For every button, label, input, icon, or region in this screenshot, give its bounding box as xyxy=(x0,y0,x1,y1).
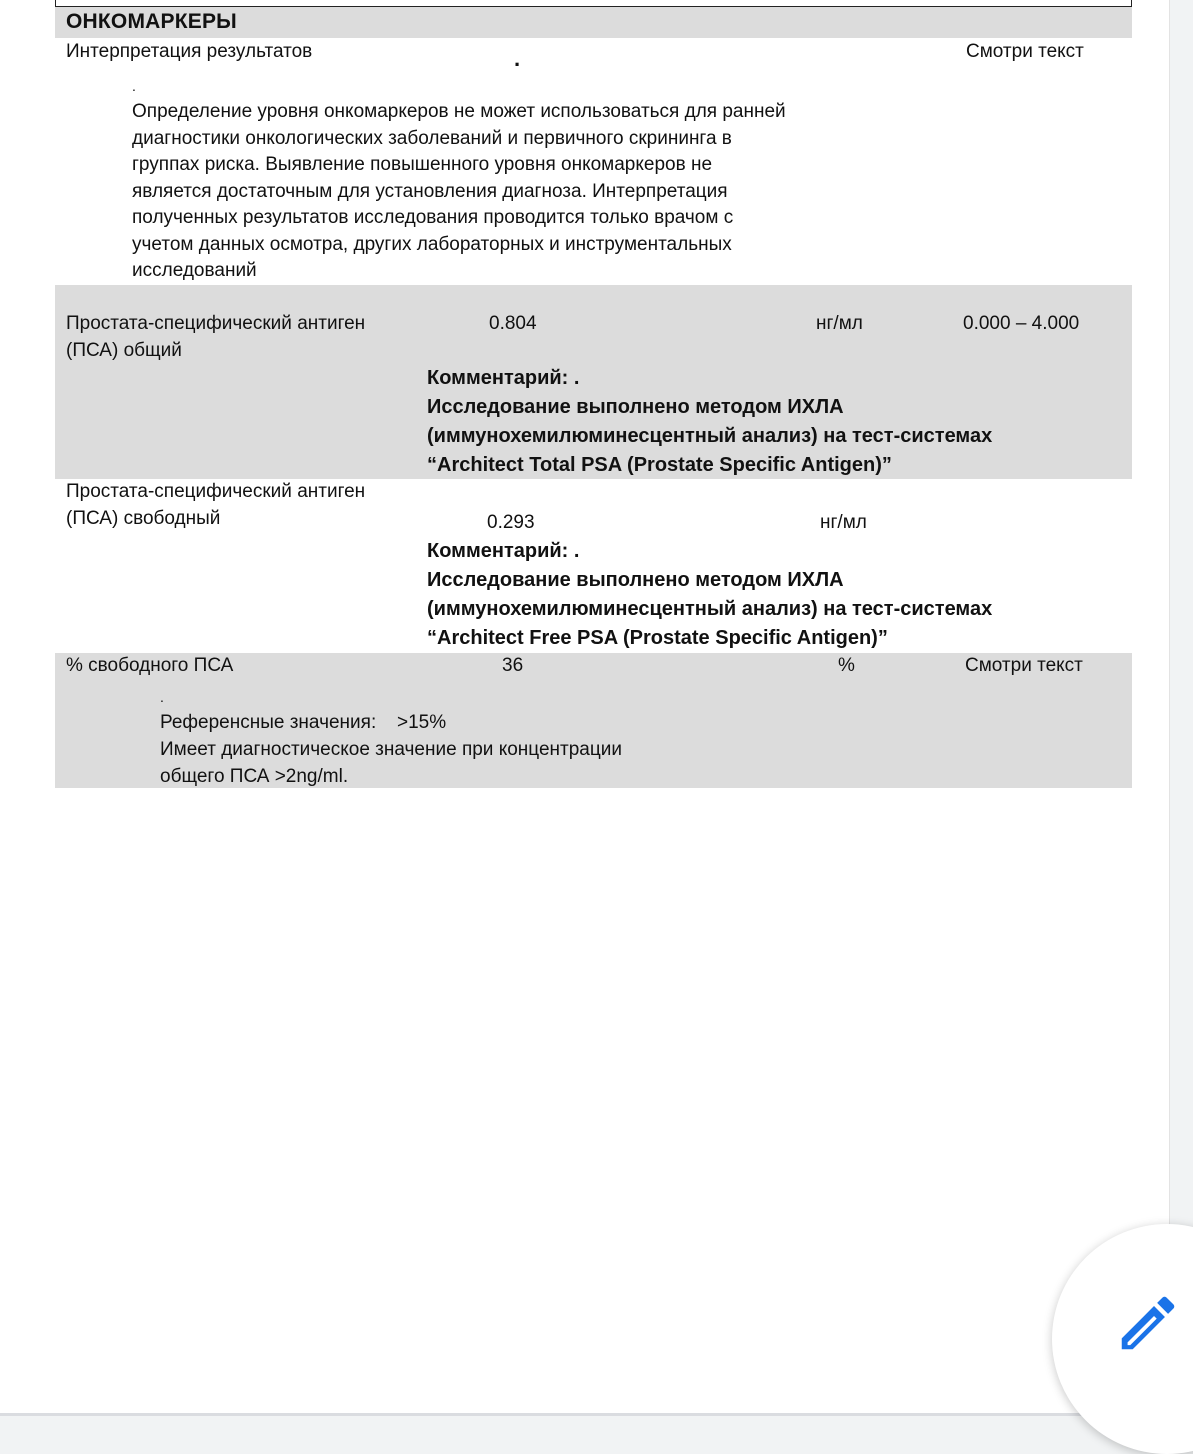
section-title: ОНКОМАРКЕРЫ xyxy=(66,10,237,33)
interpretation-reference: Смотри текст xyxy=(966,41,1084,62)
scrollbar-track[interactable] xyxy=(1169,0,1193,1416)
psa-percent-ref-label: Референсные значения: xyxy=(160,712,377,733)
interpretation-label: Интерпретация результатов xyxy=(66,41,313,62)
psa-percent-name: % свободного ПСА xyxy=(66,655,234,676)
psa-percent-reference: Смотри текст xyxy=(965,655,1083,676)
psa-percent-note: Имеет диагностическое значение при концентрации общего ПСА >2ng/ml. xyxy=(160,739,622,787)
psa-percent-unit: % xyxy=(838,655,855,676)
psa-total-name: Простата-специфический антиген (ПСА) общий xyxy=(66,313,366,361)
psa-free-comment: Комментарий: . Исследование выполнено методом ИХЛА (иммунохемилюминесцентный анализ) на тест-системах “Architect Free PSA (Prostate Specific Antigen)” xyxy=(427,540,993,649)
psa-percent-value: 36 xyxy=(502,655,524,676)
psa-percent-small-dot: . xyxy=(160,689,164,705)
psa-free-name: Простата-специфический антиген (ПСА) свободный xyxy=(66,481,366,529)
psa-total-unit: нг/мл xyxy=(816,313,863,334)
psa-total-comment: Комментарий: . Исследование выполнено методом ИХЛА (иммунохемилюминесцентный анализ) на тест-системах “Architect Total PSA (Prostate Specific Antigen)” xyxy=(427,367,993,476)
pencil-edit-icon[interactable] xyxy=(1113,1288,1183,1358)
interpretation-dot: . xyxy=(514,46,521,71)
psa-percent-ref-value: >15% xyxy=(397,712,447,733)
interpretation-paragraph: Определение уровня онкомаркеров не может использоваться для ранней диагностики онкологических заболеваний и первичного скрининга в группах риска. Выявление повышенного уровня онкомаркеров не является достаточным для установления диагноза. Интерпретация полученных результатов исследования проводится только врачом с учетом данных осмотра, других лабораторных и инструментальных исследований xyxy=(132,101,786,281)
table-top-border xyxy=(55,0,1132,7)
psa-free-value: 0.293 xyxy=(487,512,535,533)
psa-free-unit: нг/мл xyxy=(820,512,867,533)
psa-total-reference: 0.000 – 4.000 xyxy=(963,313,1080,334)
interpretation-small-dot: . xyxy=(132,78,136,94)
psa-total-value: 0.804 xyxy=(489,313,537,334)
